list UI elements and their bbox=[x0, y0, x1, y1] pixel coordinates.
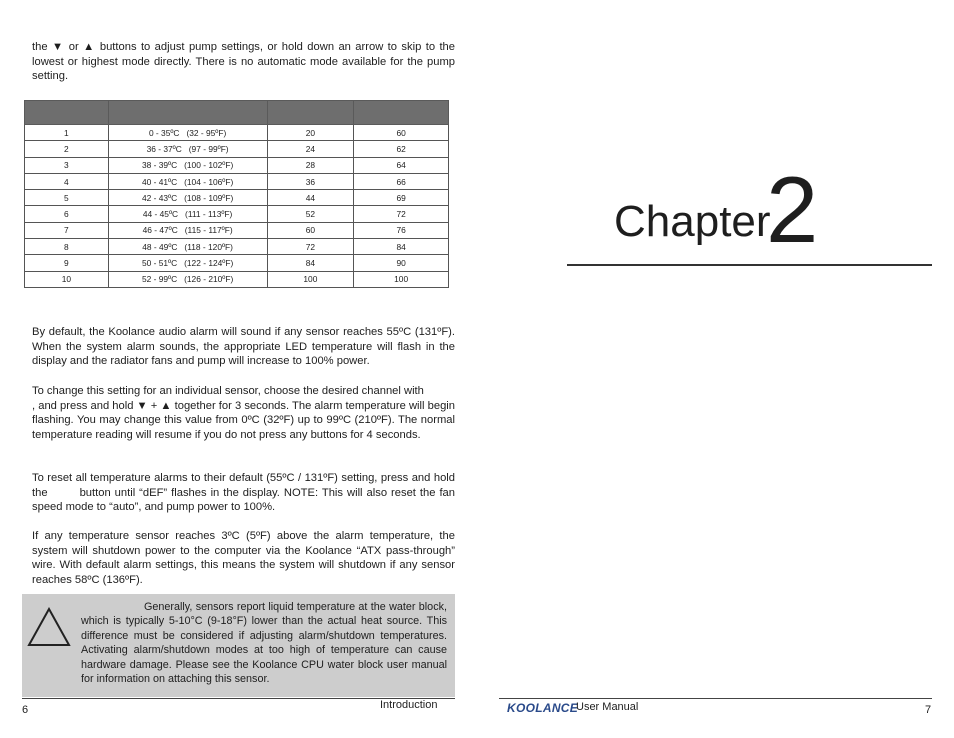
chapter-rule bbox=[567, 264, 932, 266]
fan-cell: 20 bbox=[267, 125, 354, 141]
pump-cell: 66 bbox=[354, 173, 449, 189]
temperature-cell: 44 - 45ºC (111 - 113ºF) bbox=[108, 206, 267, 222]
change-alarm-text-2: , and press and hold ▼ + ▲ together for 3 seconds. The alarm temperature will begin flashing. You may change this value from 0ºC (32ºF) up to 99ºC (210ºF). The normal temperature reading will resume if you do not press any buttons for 4 seconds. bbox=[32, 399, 455, 441]
mode-cell: 3 bbox=[25, 157, 109, 173]
temperature-cell: 52 - 99ºC (126 - 210ºF) bbox=[108, 271, 267, 287]
mode-cell: 2 bbox=[25, 141, 109, 157]
table-row bbox=[25, 206, 449, 222]
fan-cell: 84 bbox=[267, 255, 354, 271]
header-pump bbox=[354, 101, 449, 125]
pump-cell: 84 bbox=[354, 239, 449, 255]
mode-cell: 9 bbox=[25, 255, 109, 271]
mode-cell: 10 bbox=[25, 271, 109, 287]
fan-cell: 100 bbox=[267, 271, 354, 287]
koolance-logo: KOOLANCE bbox=[507, 701, 579, 715]
temperature-cell: 48 - 49ºC (118 - 120ºF) bbox=[108, 239, 267, 255]
pump-cell: 69 bbox=[354, 190, 449, 206]
header-temperature bbox=[108, 101, 267, 125]
mode-cell: 6 bbox=[25, 206, 109, 222]
temperature-cell: 46 - 47ºC (115 - 117ºF) bbox=[108, 222, 267, 238]
pump-cell: 90 bbox=[354, 255, 449, 271]
fan-cell: 44 bbox=[267, 190, 354, 206]
temperature-cell: 36 - 37ºC (97 - 99ºF) bbox=[108, 141, 267, 157]
chapter-number: 2 bbox=[766, 157, 819, 262]
warning-triangle-icon bbox=[27, 607, 71, 647]
right-footer-rule bbox=[499, 698, 932, 699]
left-footer-section: Introduction bbox=[380, 699, 438, 711]
fan-cell: 52 bbox=[267, 206, 354, 222]
chapter-title: Chapter bbox=[614, 197, 771, 246]
right-page-number: 7 bbox=[925, 704, 932, 716]
fan-cell: 24 bbox=[267, 141, 354, 157]
table-row bbox=[25, 141, 449, 157]
left-page-number: 6 bbox=[22, 704, 29, 716]
pump-cell: 62 bbox=[354, 141, 449, 157]
table-row bbox=[25, 173, 449, 189]
mode-cell: 8 bbox=[25, 239, 109, 255]
temperature-cell: 38 - 39ºC (100 - 102ºF) bbox=[108, 157, 267, 173]
temperature-cell: 50 - 51ºC (122 - 124ºF) bbox=[108, 255, 267, 271]
temperature-cell: 0 - 35ºC (32 - 95ºF) bbox=[108, 125, 267, 141]
change-alarm-paragraph bbox=[32, 384, 455, 442]
warning-text bbox=[81, 600, 447, 686]
pump-cell: 60 bbox=[354, 125, 449, 141]
pump-cell: 100 bbox=[354, 271, 449, 287]
fan-cell: 72 bbox=[267, 239, 354, 255]
temperature-cell: 42 - 43ºC (108 - 109ºF) bbox=[108, 190, 267, 206]
intro-paragraph: the ▼ or ▲ buttons to adjust pump settings, or hold down an arrow to skip to the lowest or highest mode directly. There is no automatic mode available for the pump setting. bbox=[32, 41, 455, 83]
temperature-cell: 40 - 41ºC (104 - 106ºF) bbox=[108, 173, 267, 189]
pump-cell: 64 bbox=[354, 157, 449, 173]
pump-cell: 76 bbox=[354, 222, 449, 238]
fan-cell: 36 bbox=[267, 173, 354, 189]
mode-cell: 4 bbox=[25, 173, 109, 189]
warning-text-body: Generally, sensors report liquid temperature at the water block, which is typically 5-10°C (9-18°F) lower than the actual heat source. This difference must be considered if adjusting alarm/shutdown temperatures. Activating alarm/shutdown modes at too high of temperature can cause hardware damage. Please see the Koolance CPU water block user manual for information on attaching this sensor. bbox=[81, 601, 447, 686]
table-row bbox=[25, 271, 449, 287]
mode-cell: 7 bbox=[25, 222, 109, 238]
mode-cell: 5 bbox=[25, 190, 109, 206]
change-alarm-text-1: To change this setting for an individual sensor, choose the desired channel with bbox=[32, 385, 424, 397]
reset-alarm-text-1: To reset all temperature alarms to their default (55ºC / 131ºF) setting, press and hold the bbox=[32, 472, 455, 499]
reset-alarm-text-2: button until “dEF” flashes in the display. NOTE: This will also reset the fan speed mode to “auto”, and pump power to 100%. bbox=[32, 486, 456, 514]
table-row bbox=[25, 222, 449, 238]
table-row bbox=[25, 125, 449, 141]
warning-box bbox=[22, 594, 455, 697]
reset-alarm-paragraph bbox=[32, 471, 455, 515]
table-row bbox=[25, 190, 449, 206]
default-alarm-paragraph: By default, the Koolance audio alarm will sound if any sensor reaches 55ºC (131ºF). When the system alarm sounds, the appropriate LED temperature will flash in the display and the radiator fans and pump will increase to 100% power. bbox=[32, 326, 455, 368]
header-fan bbox=[267, 101, 354, 125]
fan-cell: 28 bbox=[267, 157, 354, 173]
pump-mode-table bbox=[24, 100, 449, 288]
table-header-row bbox=[25, 101, 449, 125]
header-mode bbox=[25, 101, 109, 125]
table-row bbox=[25, 157, 449, 173]
table-row bbox=[25, 255, 449, 271]
fan-cell: 60 bbox=[267, 222, 354, 238]
right-footer-label: User Manual bbox=[576, 701, 639, 713]
shutdown-paragraph: If any temperature sensor reaches 3ºC (5ºF) above the alarm temperature, the system will shutdown power to the computer via the Koolance “ATX pass-through” wire. With default alarm settings, this means the system will shutdown if any sensor reaches 58ºC (136ºF). bbox=[32, 530, 455, 586]
pump-cell: 72 bbox=[354, 206, 449, 222]
table-row bbox=[25, 239, 449, 255]
mode-cell: 1 bbox=[25, 125, 109, 141]
